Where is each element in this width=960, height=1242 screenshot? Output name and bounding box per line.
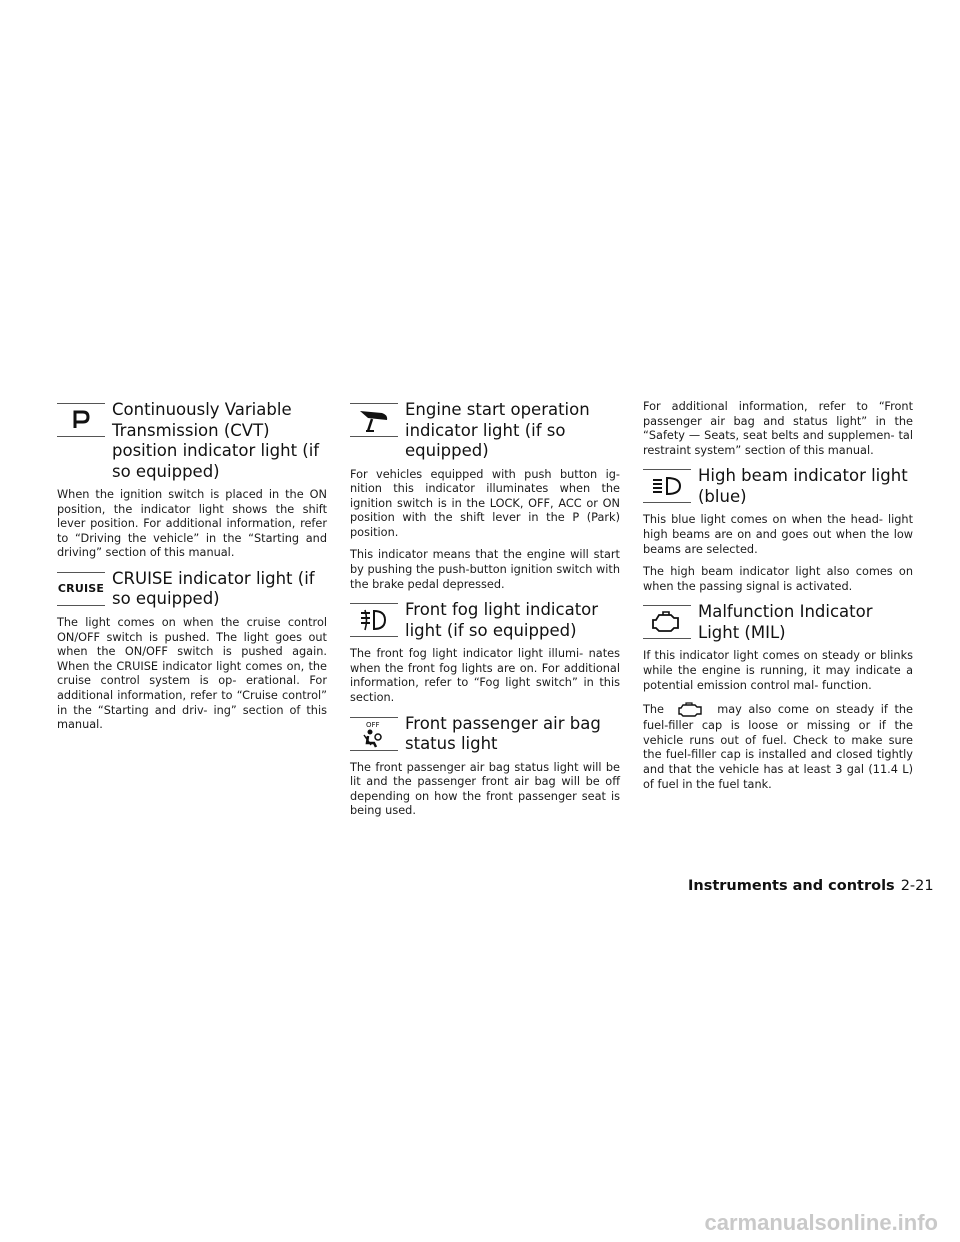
section-title: Continuously Variable Transmission (CVT) position indicator light (if so equipped)	[112, 400, 320, 481]
section-heading	[57, 569, 327, 610]
paragraph: The light comes on when the cruise control ON/OFF switch is pushed. The light goes out when the ON/OFF switch is pushed again. When the CRUISE indicator light comes on, the cruise control system is op- erational. For additional information, refer to “Cruise control” in the “Starting and driv- ing” section of this manual.	[57, 615, 327, 732]
inline-text: The	[643, 703, 665, 717]
section-cruise	[57, 569, 327, 733]
section-engine-start	[350, 400, 620, 592]
section-heading	[350, 400, 620, 462]
fog-indicator-frame	[350, 603, 398, 637]
section-heading	[643, 602, 913, 643]
cvt-indicator-frame	[57, 403, 105, 437]
paragraph: The high beam indicator light also comes on when the passing signal is activated.	[643, 565, 913, 593]
section-heading	[350, 714, 620, 755]
section-title: High beam indicator light (blue)	[698, 466, 908, 506]
section-fog-light	[350, 600, 620, 705]
cruise-icon: CRUISE	[57, 582, 105, 596]
airbag-indicator-frame	[350, 717, 398, 751]
section-heading	[643, 466, 913, 507]
paragraph: The front fog light indicator light illumi- nates when the front fog lights are on. For additional information, refer to “Fog light switch” in this section.	[350, 647, 620, 705]
section-heading	[350, 600, 620, 641]
column-right	[643, 400, 913, 800]
paragraph: When the ignition switch is placed in the ON position, the indicator light shows the shift lever position. For additional information, refer to “Driving the vehicle” in the “Starting and driving” section of this manual.	[57, 488, 327, 560]
page-number: 2-21	[900, 878, 934, 894]
section-high-beam	[643, 466, 913, 594]
footer-section-name: Instruments and controls	[688, 878, 895, 894]
engine-check-icon	[651, 610, 683, 634]
fog-light-icon	[359, 607, 389, 633]
paragraph: For vehicles equipped with push button ig- nition this indicator illuminates when the ignition switch is in the LOCK, OFF, ACC or ON position with the shift lever in the P (Park) position.	[350, 467, 620, 539]
section-mil	[643, 602, 913, 792]
high-beam-icon	[651, 475, 683, 497]
engine-start-indicator-frame	[350, 403, 398, 437]
section-airbag-reference	[643, 400, 913, 458]
engine-check-icon	[671, 701, 711, 719]
airbag-off-label: OFF	[366, 720, 380, 729]
airbag-off-icon	[359, 719, 389, 749]
section-cvt	[57, 400, 327, 561]
paragraph: If this indicator light comes on steady or blinks while the engine is running, it may indicate a potential emission control mal- function.	[643, 649, 913, 692]
section-passenger-airbag	[350, 714, 620, 819]
inline-text: may also come on steady if the fuel-filler cap is loose or missing or if the vehicle runs out of fuel. Check to make sure the fuel-filler cap is installed and closed tightly and that the vehicle has at least 3 gal (11.4 L) of fuel in the fuel tank.	[643, 703, 914, 791]
column-middle	[350, 400, 620, 827]
section-title: Front fog light indicator light (if so equipped)	[405, 600, 599, 640]
key-brake-icon	[354, 407, 394, 433]
section-title: CRUISE indicator light (if so equipped)	[112, 568, 315, 609]
high-beam-indicator-frame	[643, 469, 691, 503]
paragraph: For additional information, refer to “Front passenger air bag and status light” in the “Safety — Seats, seat belts and supplemen- tal restraint system” section of this manual.	[643, 400, 913, 457]
p-letter-icon	[71, 410, 91, 430]
paragraph: This blue light comes on when the head- light high beams are on and goes out when the low beams are selected.	[643, 513, 913, 556]
paragraph: This indicator means that the engine will start by pushing the push-button ignition switch with the brake pedal depressed.	[350, 548, 620, 591]
watermark: carmanualsonline.info	[704, 1210, 938, 1235]
paragraph	[643, 701, 913, 792]
section-title: Malfunction Indicator Light (MIL)	[698, 602, 873, 642]
page-footer	[688, 878, 934, 894]
section-title: Engine start operation indicator light (if so equipped)	[405, 400, 590, 460]
paragraph: The front passenger air bag status light will be lit and the passenger front air bag will be off depending on how the front passenger seat is being used.	[350, 760, 620, 818]
section-title: Front passenger air bag status light	[405, 713, 601, 754]
mil-indicator-frame	[643, 605, 691, 639]
column-left	[57, 400, 327, 741]
section-heading	[57, 400, 327, 482]
cruise-indicator-frame	[57, 572, 105, 606]
